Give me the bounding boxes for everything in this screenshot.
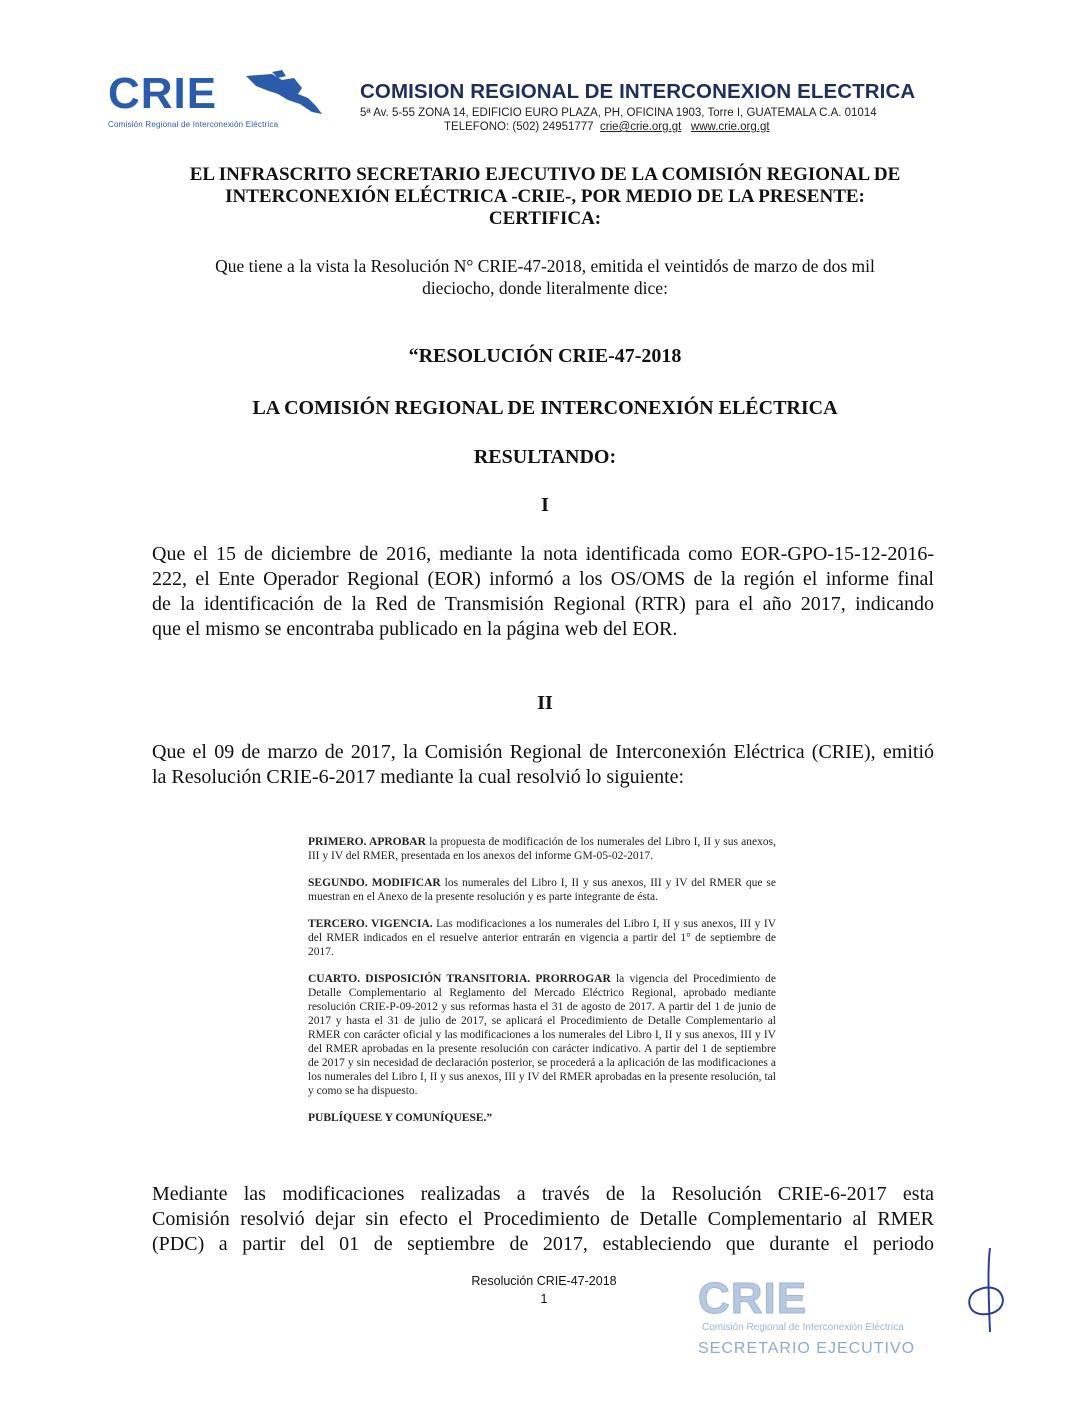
- paragraph-line: Mediante las modificaciones realizadas a través de la Resolución CRIE-6-2017 esta: [152, 1183, 934, 1205]
- quote-label: SEGUNDO. MODIFICAR: [308, 877, 441, 889]
- intro-line: dieciocho, donde literalmente dice:: [422, 278, 668, 298]
- quote-label: TERCERO. VIGENCIA.: [308, 918, 433, 930]
- resultando-title: RESULTANDO:: [473, 446, 617, 468]
- certification-line: CERTIFICA:: [488, 208, 602, 229]
- quote-segundo: [308, 876, 776, 904]
- paragraph-line: que el mismo se encontraba publicado en la página web del EOR.: [152, 618, 678, 640]
- official-stamp: [694, 1272, 944, 1366]
- quote-text: la vigencia del Procedimiento de Detalle Complementario al Reglamento del Mercado Eléctrico Regional, aprobado mediante resolución CRIE-P-09-2012 y sus reformas hasta el 31 de agosto de 2017. A partir del 1 de junio de 2017 y hasta el 31 de julio de 2017, se aplicará el Procedimiento de Detalle Complementario al RMER con carácter oficial y las modificaciones a los numerales del Libro I, II y sus anexos, III y IV del RMER aprobadas en la presente resolución con carácter indicativo. A partir del 1 de septiembre de 2017 y sin necesidad de declaración posterior, se procederá a la aplicación de las modificaciones a los numerales del Libro I, II y sus anexos, III y IV del RMER aprobadas en la presente resolución, tal y como se ha dispuesto.: [308, 973, 776, 1097]
- central-america-map-icon: [242, 70, 326, 118]
- certification-line: EL INFRASCRITO SECRETARIO EJECUTIVO DE LA COMISIÓN REGIONAL DE: [189, 164, 901, 185]
- quote-label: CUARTO. DISPOSICIÓN TRANSITORIA. PRORROGAR: [308, 973, 611, 985]
- quote-closing: PUBLÍQUESE Y COMUNÍQUESE.”: [308, 1112, 493, 1124]
- intro-paragraph: [160, 255, 930, 299]
- quote-tercero: [308, 917, 776, 959]
- email-link[interactable]: crie@crie.org.gt: [599, 121, 682, 133]
- section-numeral: I: [541, 494, 549, 516]
- stamp-subtitle: Comisión Regional de Interconexión Eléctrica: [702, 1322, 904, 1333]
- paragraph-line: Que el 09 de marzo de 2017, la Comisión Regional de Interconexión Eléctrica (CRIE), emitió: [152, 741, 934, 763]
- quote-cuarto: [308, 972, 776, 1098]
- crie-logo: [104, 70, 326, 132]
- quote-text: Las modificaciones a los numerales del Libro I, II y sus anexos, III y IV del RMER indicados en el resuelve anterior entrarán en vigencia a partir del 1° de septiembre de 2017.: [308, 918, 776, 958]
- intro-line: Que tiene a la vista la Resolución N° CRIE-47-2018, emitida el veintidós de marzo de dos mil: [215, 256, 875, 276]
- commission-title: LA COMISIÓN REGIONAL DE INTERCONEXIÓN ELÉCTRICA: [252, 397, 838, 419]
- quote-label: PRIMERO. APROBAR: [308, 836, 426, 848]
- organization-address: 5ª Av. 5-55 ZONA 14, EDIFICIO EURO PLAZA, PH, OFICINA 1903, Torre I, GUATEMALA C.A. 01014: [360, 107, 877, 119]
- quote-primero: [308, 835, 776, 863]
- quoted-resolution: [308, 835, 776, 1138]
- certification-line: INTERCONEXIÓN ELÉCTRICA -CRIE-, POR MEDIO DE LA PRESENTE:: [225, 186, 865, 207]
- phone-number: TELEFONO: (502) 24951777: [444, 121, 594, 133]
- paragraph-line: Comisión resolvió dejar sin efecto el Procedimiento de Detalle Complementario al RMER: [152, 1208, 934, 1230]
- logo-tagline: Comisión Regional de Interconexión Eléctrica: [108, 120, 279, 129]
- organization-contact: [360, 121, 944, 133]
- page-number: 1: [540, 1292, 548, 1306]
- paragraph-line: de la identificación de la Red de Transmisión Regional (RTR) para el año 2017, indicando: [152, 593, 934, 615]
- organization-name: COMISION REGIONAL DE INTERCONEXION ELECTRICA: [360, 80, 916, 103]
- stamp-logo: CRIE: [698, 1274, 808, 1323]
- section-2-paragraph: [152, 740, 934, 790]
- stamp-title: SECRETARIO EJECUTIVO: [698, 1340, 916, 1357]
- paragraph-line: 222, el Ente Operador Regional (EOR) informó a los OS/OMS de la región el informe final: [152, 568, 934, 590]
- paragraph-line: Que el 15 de diciembre de 2016, mediante la nota identificada como EOR-GPO-15-12-2016-: [152, 543, 934, 565]
- letterhead: [104, 70, 944, 136]
- logo-wordmark: CRIE: [108, 69, 218, 118]
- quote-text: la propuesta de modificación de los numerales del Libro I, II y sus anexos, III y IV del RMER, presentada en los anexos del informe GM-05-02-2017.: [308, 836, 776, 862]
- handwritten-signature: [958, 1244, 1018, 1334]
- certification-heading: [150, 164, 940, 230]
- section-1-paragraph: [152, 542, 934, 642]
- section-numeral: II: [537, 692, 553, 714]
- section-3-paragraph: [152, 1182, 934, 1257]
- paragraph-line: la Resolución CRIE-6-2017 mediante la cual resolvió lo siguiente:: [152, 766, 685, 788]
- resolution-title: “RESOLUCIÓN CRIE-47-2018: [408, 345, 682, 367]
- footer-title: Resolución CRIE-47-2018: [471, 1274, 617, 1288]
- organization-info: [360, 80, 944, 133]
- quote-text: los numerales del Libro I, II y sus anexos, III y IV del RMER que se muestran en el Anexo de la presente resolución y es parte integrante de ésta.: [308, 877, 776, 903]
- website-link[interactable]: www.crie.org.gt: [690, 121, 770, 133]
- paragraph-line: (PDC) a partir del 01 de septiembre de 2017, estableciendo que durante el periodo: [152, 1233, 934, 1255]
